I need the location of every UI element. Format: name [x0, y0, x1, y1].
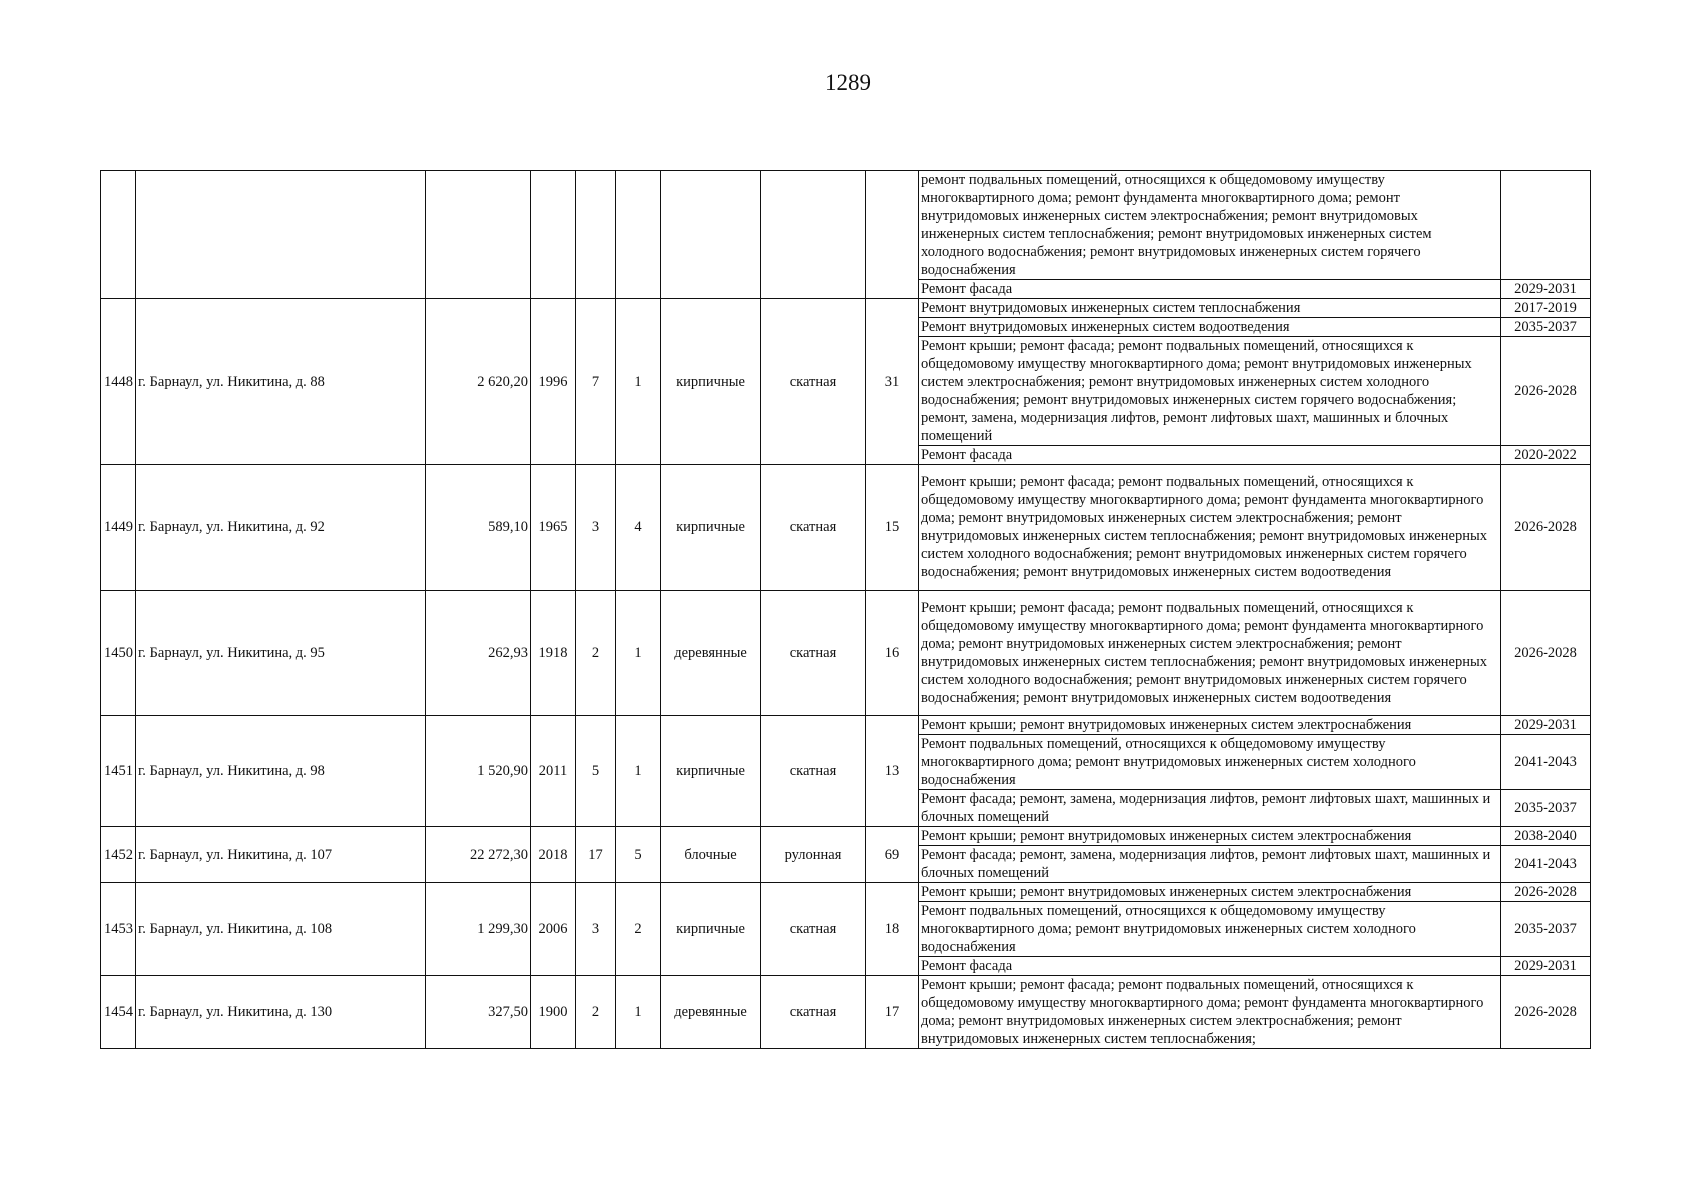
residents-cell: 18: [866, 883, 919, 976]
year-cell: 1965: [531, 465, 576, 591]
table-row: [101, 827, 1591, 846]
row-number: [101, 171, 136, 299]
repair-period-cell: [1501, 171, 1591, 280]
repair-works-cell: Ремонт подвальных помещений, относящихся к общедомовому имуществу многоквартирного дома; ремонт внутридомовых инженерных систем холодного водоснабжения: [919, 735, 1501, 790]
roof-type-cell: скатная: [761, 465, 866, 591]
page-number: 1289: [825, 70, 871, 95]
repair-works-cell: Ремонт крыши; ремонт фасада; ремонт подвальных помещений, относящихся к общедомовому имуществу многоквартирного дома; ремонт фундамента многоквартирного дома; ремонт внутридомовых инженерных систем электроснабжения; ремонт внутридомовых инженерных систем теплоснабжения;: [919, 976, 1501, 1049]
repair-period-cell: 2038-2040: [1501, 827, 1591, 846]
wall-material-cell: кирпичные: [661, 883, 761, 976]
repair-works-cell: Ремонт фасада: [919, 280, 1501, 299]
address-cell: г. Барнаул, ул. Никитина, д. 88: [136, 299, 426, 465]
table-row: [101, 465, 1591, 591]
repair-schedule-table: [100, 170, 1591, 1049]
entrances-cell: 5: [616, 827, 661, 883]
row-number: 1454: [101, 976, 136, 1049]
year-cell: 1918: [531, 590, 576, 716]
wall-material-cell: кирпичные: [661, 716, 761, 827]
year-cell: 1900: [531, 976, 576, 1049]
residents-cell: 17: [866, 976, 919, 1049]
table-row: [101, 716, 1591, 735]
residents-cell: 15: [866, 465, 919, 591]
area-cell: 327,50: [426, 976, 531, 1049]
repair-works-cell: Ремонт фасада; ремонт, замена, модернизация лифтов, ремонт лифтовых шахт, машинных и блочных помещений: [919, 846, 1501, 883]
table-row: [101, 171, 1591, 280]
address-cell: г. Барнаул, ул. Никитина, д. 95: [136, 590, 426, 716]
area-cell: 589,10: [426, 465, 531, 591]
repair-period-cell: 2026-2028: [1501, 883, 1591, 902]
area-cell: 1 520,90: [426, 716, 531, 827]
year-cell: [531, 171, 576, 299]
year-cell: 2006: [531, 883, 576, 976]
roof-type-cell: скатная: [761, 883, 866, 976]
area-cell: 1 299,30: [426, 883, 531, 976]
year-cell: 1996: [531, 299, 576, 465]
repair-works-cell: Ремонт внутридомовых инженерных систем теплоснабжения: [919, 299, 1501, 318]
year-cell: 2018: [531, 827, 576, 883]
repair-period-cell: 2026-2028: [1501, 976, 1591, 1049]
address-cell: г. Барнаул, ул. Никитина, д. 98: [136, 716, 426, 827]
entrances-cell: 1: [616, 976, 661, 1049]
repair-period-cell: 2026-2028: [1501, 465, 1591, 591]
address-cell: г. Барнаул, ул. Никитина, д. 92: [136, 465, 426, 591]
row-number: 1453: [101, 883, 136, 976]
area-cell: [426, 171, 531, 299]
address-cell: г. Барнаул, ул. Никитина, д. 130: [136, 976, 426, 1049]
repair-works-cell: Ремонт фасада: [919, 957, 1501, 976]
residents-cell: 69: [866, 827, 919, 883]
roof-type-cell: скатная: [761, 716, 866, 827]
row-number: 1449: [101, 465, 136, 591]
repair-period-cell: 2029-2031: [1501, 716, 1591, 735]
residents-cell: 16: [866, 590, 919, 716]
roof-type-cell: скатная: [761, 299, 866, 465]
repair-period-cell: 2020-2022: [1501, 446, 1591, 465]
repair-works-cell: Ремонт подвальных помещений, относящихся к общедомовому имуществу многоквартирного дома; ремонт внутридомовых инженерных систем холодного водоснабжения: [919, 902, 1501, 957]
roof-type-cell: рулонная: [761, 827, 866, 883]
repair-works-cell: Ремонт крыши; ремонт внутридомовых инженерных систем электроснабжения: [919, 883, 1501, 902]
repair-works-cell: Ремонт крыши; ремонт фасада; ремонт подвальных помещений, относящихся к общедомовому имуществу многоквартирного дома; ремонт фундамента многоквартирного дома; ремонт внутридомовых инженерных систем электроснабжения; ремонт внутридомовых инженерных систем теплоснабжения; ремонт внутридомовых инженерных систем холодного водоснабжения; ремонт внутридомовых инженерных систем горячего водоснабжения; ремонт внутридомовых инженерных систем водоотведения: [919, 465, 1501, 591]
wall-material-cell: блочные: [661, 827, 761, 883]
repair-period-cell: 2017-2019: [1501, 299, 1591, 318]
repair-period-cell: 2029-2031: [1501, 280, 1591, 299]
floors-cell: [576, 171, 616, 299]
wall-material-cell: деревянные: [661, 976, 761, 1049]
year-cell: 2011: [531, 716, 576, 827]
entrances-cell: 1: [616, 590, 661, 716]
row-number: 1448: [101, 299, 136, 465]
entrances-cell: 2: [616, 883, 661, 976]
repair-period-cell: 2035-2037: [1501, 902, 1591, 957]
repair-works-cell: Ремонт крыши; ремонт фасада; ремонт подвальных помещений, относящихся к общедомовому имуществу многоквартирного дома; ремонт фундамента многоквартирного дома; ремонт внутридомовых инженерных систем электроснабжения; ремонт внутридомовых инженерных систем теплоснабжения; ремонт внутридомовых инженерных систем холодного водоснабжения; ремонт внутридомовых инженерных систем горячего водоснабжения; ремонт внутридомовых инженерных систем водоотведения: [919, 590, 1501, 716]
repair-works-cell: ремонт подвальных помещений, относящихся к общедомовому имуществу многоквартирного дома; ремонт фундамента многоквартирного дома; ремонт внутридомовых инженерных систем электроснабжения; ремонт внутридомовых инженерных систем теплоснабжения; ремонт внутридомовых инженерных систем холодного водоснабжения; ремонт внутридомовых инженерных систем горячего водоснабжения: [919, 171, 1501, 280]
wall-material-cell: кирпичные: [661, 465, 761, 591]
row-number: 1451: [101, 716, 136, 827]
entrances-cell: 1: [616, 299, 661, 465]
floors-cell: 3: [576, 883, 616, 976]
row-number: 1452: [101, 827, 136, 883]
repair-works-cell: Ремонт крыши; ремонт внутридомовых инженерных систем электроснабжения: [919, 716, 1501, 735]
repair-works-cell: Ремонт фасада: [919, 446, 1501, 465]
repair-works-cell: Ремонт крыши; ремонт внутридомовых инженерных систем электроснабжения: [919, 827, 1501, 846]
repair-period-cell: 2035-2037: [1501, 318, 1591, 337]
area-cell: 22 272,30: [426, 827, 531, 883]
address-cell: г. Барнаул, ул. Никитина, д. 107: [136, 827, 426, 883]
residents-cell: [866, 171, 919, 299]
table-row: [101, 976, 1591, 1049]
floors-cell: 3: [576, 465, 616, 591]
floors-cell: 5: [576, 716, 616, 827]
residents-cell: 13: [866, 716, 919, 827]
repair-works-cell: Ремонт фасада; ремонт, замена, модернизация лифтов, ремонт лифтовых шахт, машинных и блочных помещений: [919, 790, 1501, 827]
area-cell: 2 620,20: [426, 299, 531, 465]
area-cell: 262,93: [426, 590, 531, 716]
row-number: 1450: [101, 590, 136, 716]
table-row: [101, 883, 1591, 902]
roof-type-cell: скатная: [761, 590, 866, 716]
repair-period-cell: 2029-2031: [1501, 957, 1591, 976]
address-cell: [136, 171, 426, 299]
entrances-cell: 1: [616, 716, 661, 827]
address-cell: г. Барнаул, ул. Никитина, д. 108: [136, 883, 426, 976]
roof-type-cell: скатная: [761, 976, 866, 1049]
repair-period-cell: 2026-2028: [1501, 337, 1591, 446]
floors-cell: 2: [576, 976, 616, 1049]
floors-cell: 17: [576, 827, 616, 883]
table-row: [101, 590, 1591, 716]
floors-cell: 7: [576, 299, 616, 465]
repair-period-cell: 2026-2028: [1501, 590, 1591, 716]
entrances-cell: 4: [616, 465, 661, 591]
roof-type-cell: [761, 171, 866, 299]
repair-works-cell: Ремонт крыши; ремонт фасада; ремонт подвальных помещений, относящихся к общедомовому имуществу многоквартирного дома; ремонт внутридомовых инженерных систем электроснабжения; ремонт внутридомовых инженерных систем холодного водоснабжения; ремонт внутридомовых инженерных систем горячего водоснабжения; ремонт, замена, модернизация лифтов, ремонт лифтовых шахт, машинных и блочных помещений: [919, 337, 1501, 446]
repair-period-cell: 2041-2043: [1501, 735, 1591, 790]
entrances-cell: [616, 171, 661, 299]
repair-works-cell: Ремонт внутридомовых инженерных систем водоотведения: [919, 318, 1501, 337]
wall-material-cell: деревянные: [661, 590, 761, 716]
table-row: [101, 299, 1591, 318]
repair-period-cell: 2041-2043: [1501, 846, 1591, 883]
wall-material-cell: [661, 171, 761, 299]
wall-material-cell: кирпичные: [661, 299, 761, 465]
floors-cell: 2: [576, 590, 616, 716]
residents-cell: 31: [866, 299, 919, 465]
repair-period-cell: 2035-2037: [1501, 790, 1591, 827]
